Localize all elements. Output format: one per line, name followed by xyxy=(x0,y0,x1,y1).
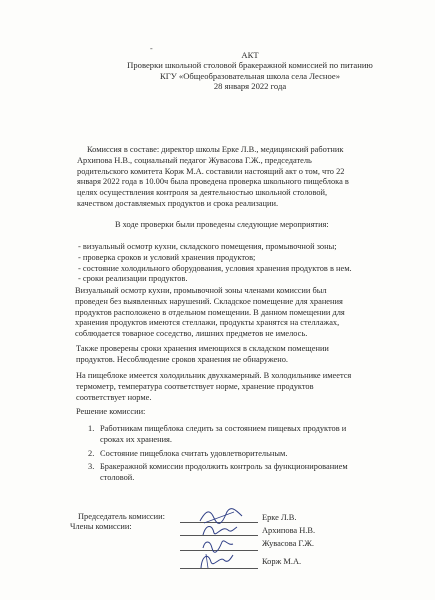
decision-text: Работникам пищеблока следить за состоянием пищевых продуктов и xyxy=(100,424,347,433)
text-line: Комиссия в составе: директор школы Ерке Л.В., медицинский работник xyxy=(87,145,344,154)
text-line: соблюдается товарное соседство, лишних предметов не имелось. xyxy=(75,329,308,339)
text-line: Также проверены сроки хранения имеющихся в складском помещении xyxy=(76,344,329,353)
decision-text: Состояние пищеблока считать удовлетворительным. xyxy=(100,448,288,458)
events-list xyxy=(78,242,398,285)
event-item: - сроки реализации продуктов. xyxy=(78,274,188,284)
text-line: родительского комитета Корж М.А. составили настоящий акт о том, что 22 xyxy=(77,166,345,176)
text-line: качеством доставляемых продуктов и срока реализации. xyxy=(77,198,279,208)
header-line: Проверки школьной столовой бракеражной комиссией по питанию xyxy=(127,60,373,71)
intro-paragraph xyxy=(77,145,397,210)
decision-item xyxy=(88,462,398,484)
document-header xyxy=(60,50,435,92)
text-line: На пищеблоке имеется холодильник двухкамерный. В холодильнике имеется xyxy=(76,371,352,380)
inspection-paragraph xyxy=(75,286,395,340)
signatory-name: Жувасова Г.Ж. xyxy=(262,539,314,548)
decision-text: столовой. xyxy=(100,473,135,483)
text-line: продуктов расположено в отдельном помещении. В данном помещении для xyxy=(75,307,345,317)
events-intro: В ходе проверки были проведены следующие мероприятия: xyxy=(115,220,329,229)
handwritten-signature-4 xyxy=(196,550,236,572)
decision-item xyxy=(88,424,398,446)
decision-number: 3. xyxy=(88,462,95,472)
text-line: термометр, температура соответствует норме, хранение продуктов xyxy=(76,381,314,391)
event-item: - визуальный осмотр кухни, складского помещения, промывочной зоны; xyxy=(78,242,337,251)
text-line: хранения продуктов имеются стеллажи, продукты хранятся на стеллажах, xyxy=(75,318,340,328)
event-item: - проверка сроков и условий хранения продуктов; xyxy=(78,252,256,262)
decision-item xyxy=(88,449,398,460)
text-line: проведен без выявленных нарушений. Складское помещение для хранения xyxy=(75,296,343,306)
decision-number: 2. xyxy=(88,448,95,458)
text-line: Визуальный осмотр кухни, промывочной зоны членами комиссии был xyxy=(75,286,327,295)
event-item: - состояние холодильного оборудования, условия хранения продуктов в нем. xyxy=(78,263,352,273)
signatory-name: Корж М.А. xyxy=(262,557,302,566)
header-dash: - xyxy=(150,44,153,53)
decision-list xyxy=(88,424,398,487)
document-date: 28 января 2022 года xyxy=(213,81,287,92)
signatory-name: Архипова Н.В. xyxy=(262,526,316,535)
text-line: соответствует норме. xyxy=(76,392,152,402)
decision-text: Бракеражной комиссии продолжить контроль за функционированием xyxy=(100,462,348,472)
signatory-name: Ерке Л.В. xyxy=(262,513,297,522)
text-line: целях осуществления контроля за деятельностью школьной столовой, xyxy=(77,188,328,198)
fridge-paragraph xyxy=(76,371,396,403)
members-label: Члены комиссии: xyxy=(70,522,132,531)
decision-text: сроках их хранения. xyxy=(100,434,172,444)
text-line: Архипова Н.В., социальный педагог Жувасова Г.Ж., председатель xyxy=(77,155,312,165)
chair-label: Председатель комиссии: xyxy=(78,512,165,521)
header-line: КГУ «Общеобразовательная школа села Лесное» xyxy=(160,70,340,81)
text-line: продуктов. Несоблюдение сроков хранения не обнаружено. xyxy=(76,354,289,364)
text-line: января 2022 года в 10.00ч была проведена проверка школьного пищеблока в xyxy=(77,177,349,187)
expiry-paragraph xyxy=(76,344,396,366)
decision-number: 1. xyxy=(88,424,95,433)
decision-label: Решение комиссии: xyxy=(76,407,146,416)
document-title: АКТ xyxy=(241,50,259,60)
